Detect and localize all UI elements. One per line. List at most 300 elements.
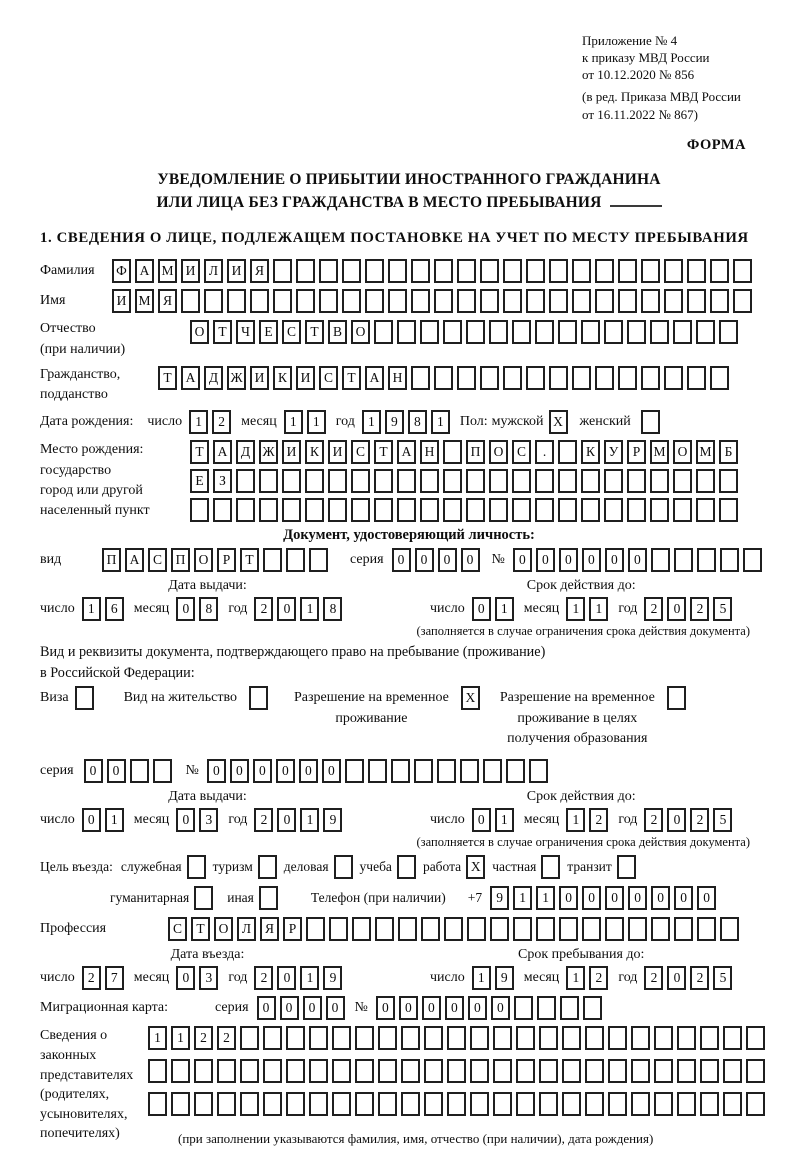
form-cell[interactable] [673,320,692,344]
form-cell[interactable] [535,469,554,493]
form-cell[interactable]: Т [374,440,393,464]
form-cell[interactable] [190,498,209,522]
form-cell[interactable] [493,1026,512,1050]
form-cell[interactable] [723,1026,742,1050]
form-cell[interactable]: 0 [322,759,341,783]
form-cell[interactable] [677,1026,696,1050]
form-cell[interactable]: 9 [490,886,509,910]
form-cell[interactable]: К [581,440,600,464]
form-cell[interactable]: 0 [415,548,434,572]
form-cell[interactable]: 0 [84,759,103,783]
form-cell[interactable] [687,289,706,313]
form-cell[interactable] [342,289,361,313]
form-cell[interactable] [513,917,532,941]
form-cell[interactable] [319,289,338,313]
form-cell[interactable] [720,548,739,572]
form-cell[interactable]: 1 [566,597,585,621]
form-cell[interactable] [631,1092,650,1116]
form-cell[interactable] [75,686,94,710]
form-cell[interactable]: 0 [559,548,578,572]
form-cell[interactable]: 2 [254,597,273,621]
form-cell[interactable]: 1 [589,597,608,621]
form-cell[interactable]: 2 [690,808,709,832]
form-cell[interactable]: А [213,440,232,464]
form-cell[interactable] [286,548,305,572]
form-cell[interactable] [560,996,579,1020]
form-cell[interactable] [411,289,430,313]
form-cell[interactable] [696,320,715,344]
form-cell[interactable] [526,366,545,390]
form-cell[interactable]: Я [158,289,177,313]
form-cell[interactable] [401,1092,420,1116]
form-cell[interactable]: 0 [605,548,624,572]
form-cell[interactable]: Р [283,917,302,941]
form-cell[interactable]: К [305,440,324,464]
form-cell[interactable]: 0 [628,886,647,910]
form-cell[interactable] [368,759,387,783]
form-cell[interactable] [130,759,149,783]
form-cell[interactable] [374,320,393,344]
form-cell[interactable] [259,469,278,493]
form-cell[interactable] [558,440,577,464]
form-cell[interactable] [466,469,485,493]
form-cell[interactable] [608,1092,627,1116]
form-cell[interactable] [549,366,568,390]
form-cell[interactable] [733,259,752,283]
form-cell[interactable]: С [148,548,167,572]
form-cell[interactable] [355,1092,374,1116]
form-cell[interactable]: 1 [566,808,585,832]
form-cell[interactable]: 0 [667,966,686,990]
form-cell[interactable] [710,366,729,390]
form-cell[interactable] [697,917,716,941]
form-cell[interactable]: 2 [589,808,608,832]
form-cell[interactable] [535,320,554,344]
form-cell[interactable]: 1 [300,966,319,990]
form-cell[interactable] [194,886,213,910]
form-cell[interactable]: 1 [513,886,532,910]
form-cell[interactable]: 0 [176,808,195,832]
form-cell[interactable]: 2 [644,808,663,832]
form-cell[interactable] [424,1026,443,1050]
form-cell[interactable] [305,469,324,493]
form-cell[interactable]: 0 [674,886,693,910]
form-cell[interactable]: 3 [199,966,218,990]
form-cell[interactable]: 0 [422,996,441,1020]
form-cell[interactable]: 0 [280,996,299,1020]
form-cell[interactable] [539,1092,558,1116]
form-cell[interactable]: 0 [445,996,464,1020]
form-cell[interactable]: Б [719,440,738,464]
form-cell[interactable] [503,289,522,313]
form-cell[interactable] [282,469,301,493]
form-cell[interactable] [374,469,393,493]
form-cell[interactable] [259,498,278,522]
form-cell[interactable]: 0 [392,548,411,572]
form-cell[interactable] [512,469,531,493]
form-cell[interactable] [263,548,282,572]
form-cell[interactable] [674,917,693,941]
form-cell[interactable] [365,289,384,313]
form-cell[interactable] [443,498,462,522]
form-cell[interactable] [719,498,738,522]
form-cell[interactable]: З [213,469,232,493]
form-cell[interactable]: 1 [300,808,319,832]
form-cell[interactable] [434,289,453,313]
form-cell[interactable] [674,548,693,572]
form-cell[interactable] [631,1026,650,1050]
form-cell[interactable] [470,1059,489,1083]
form-cell[interactable]: Ч [236,320,255,344]
form-cell[interactable]: М [135,289,154,313]
form-cell[interactable]: И [282,440,301,464]
form-cell[interactable] [319,259,338,283]
form-cell[interactable] [746,1026,765,1050]
form-cell[interactable] [414,759,433,783]
form-cell[interactable] [710,289,729,313]
form-cell[interactable] [516,1059,535,1083]
form-cell[interactable] [309,1026,328,1050]
form-cell[interactable]: И [112,289,131,313]
form-cell[interactable]: У [604,440,623,464]
form-cell[interactable] [687,366,706,390]
form-cell[interactable] [153,759,172,783]
form-cell[interactable] [378,1059,397,1083]
form-cell[interactable] [332,1026,351,1050]
form-cell[interactable]: 0 [536,548,555,572]
form-cell[interactable]: 1 [495,597,514,621]
form-cell[interactable] [401,1059,420,1083]
form-cell[interactable] [535,498,554,522]
form-cell[interactable]: 7 [105,966,124,990]
form-cell[interactable] [595,259,614,283]
form-cell[interactable] [490,917,509,941]
form-cell[interactable] [503,259,522,283]
form-cell[interactable] [664,289,683,313]
form-cell[interactable]: Н [420,440,439,464]
form-cell[interactable]: 1 [495,808,514,832]
form-cell[interactable] [700,1092,719,1116]
form-cell[interactable] [187,855,206,879]
form-cell[interactable] [240,1092,259,1116]
form-cell[interactable] [572,289,591,313]
form-cell[interactable] [723,1092,742,1116]
form-cell[interactable]: Ж [227,366,246,390]
form-cell[interactable]: 2 [644,597,663,621]
form-cell[interactable]: 1 [362,410,381,434]
form-cell[interactable]: О [673,440,692,464]
form-cell[interactable] [378,1026,397,1050]
form-cell[interactable]: 1 [148,1026,167,1050]
form-cell[interactable] [480,289,499,313]
form-cell[interactable]: 0 [651,886,670,910]
form-cell[interactable] [667,686,686,710]
form-cell[interactable]: И [227,259,246,283]
form-cell[interactable] [585,1026,604,1050]
form-cell[interactable] [457,366,476,390]
form-cell[interactable] [581,469,600,493]
form-cell[interactable] [259,886,278,910]
form-cell[interactable] [309,548,328,572]
form-cell[interactable]: 0 [299,759,318,783]
form-cell[interactable]: 0 [491,996,510,1020]
form-cell[interactable]: 2 [212,410,231,434]
form-cell[interactable]: 1 [171,1026,190,1050]
form-cell[interactable]: 2 [217,1026,236,1050]
form-cell[interactable]: X [466,855,485,879]
form-cell[interactable] [628,917,647,941]
form-cell[interactable] [148,1092,167,1116]
form-cell[interactable] [627,320,646,344]
form-cell[interactable]: М [158,259,177,283]
form-cell[interactable] [171,1092,190,1116]
form-cell[interactable]: 0 [376,996,395,1020]
form-cell[interactable] [489,469,508,493]
form-cell[interactable]: 0 [667,597,686,621]
form-cell[interactable]: 1 [82,597,101,621]
form-cell[interactable] [549,289,568,313]
form-cell[interactable] [581,320,600,344]
form-cell[interactable] [388,259,407,283]
form-cell[interactable] [286,1059,305,1083]
form-cell[interactable] [273,259,292,283]
form-cell[interactable] [397,469,416,493]
form-cell[interactable]: Е [259,320,278,344]
form-cell[interactable] [529,759,548,783]
form-cell[interactable]: 8 [408,410,427,434]
form-cell[interactable] [733,289,752,313]
form-cell[interactable] [654,1059,673,1083]
form-cell[interactable] [258,855,277,879]
form-cell[interactable] [572,259,591,283]
form-cell[interactable]: Д [236,440,255,464]
form-cell[interactable]: 2 [690,966,709,990]
form-cell[interactable] [434,259,453,283]
form-cell[interactable]: 0 [276,759,295,783]
form-cell[interactable] [514,996,533,1020]
form-cell[interactable]: И [250,366,269,390]
form-cell[interactable] [719,320,738,344]
form-cell[interactable]: 0 [399,996,418,1020]
form-cell[interactable]: 0 [257,996,276,1020]
form-cell[interactable]: 2 [254,808,273,832]
form-cell[interactable]: 0 [582,548,601,572]
form-cell[interactable]: 0 [207,759,226,783]
form-cell[interactable] [651,917,670,941]
form-cell[interactable] [305,498,324,522]
form-cell[interactable] [641,259,660,283]
form-cell[interactable]: 8 [323,597,342,621]
form-cell[interactable] [700,1026,719,1050]
form-cell[interactable]: Л [237,917,256,941]
form-cell[interactable] [375,917,394,941]
form-cell[interactable]: И [328,440,347,464]
form-cell[interactable] [651,548,670,572]
form-cell[interactable] [604,320,623,344]
form-cell[interactable]: 2 [82,966,101,990]
form-cell[interactable] [397,855,416,879]
form-cell[interactable] [444,917,463,941]
form-cell[interactable]: Н [388,366,407,390]
form-cell[interactable] [447,1026,466,1050]
form-cell[interactable]: О [190,320,209,344]
form-cell[interactable]: 0 [513,548,532,572]
form-cell[interactable]: 0 [628,548,647,572]
form-cell[interactable]: 1 [536,886,555,910]
form-cell[interactable]: 2 [644,966,663,990]
form-cell[interactable] [240,1026,259,1050]
form-cell[interactable]: 5 [713,597,732,621]
form-cell[interactable] [467,917,486,941]
form-cell[interactable]: Т [305,320,324,344]
form-cell[interactable] [631,1059,650,1083]
form-cell[interactable]: А [397,440,416,464]
form-cell[interactable] [605,917,624,941]
form-cell[interactable]: 1 [284,410,303,434]
form-cell[interactable]: А [125,548,144,572]
form-cell[interactable]: 0 [605,886,624,910]
form-cell[interactable]: 9 [495,966,514,990]
form-cell[interactable] [687,259,706,283]
form-cell[interactable]: 0 [697,886,716,910]
form-cell[interactable] [595,366,614,390]
form-cell[interactable]: Я [260,917,279,941]
form-cell[interactable] [558,320,577,344]
form-cell[interactable]: Т [213,320,232,344]
form-cell[interactable] [696,469,715,493]
form-cell[interactable]: 0 [303,996,322,1020]
form-cell[interactable]: 0 [176,966,195,990]
form-cell[interactable] [443,440,462,464]
form-cell[interactable] [401,1026,420,1050]
form-cell[interactable] [306,917,325,941]
form-cell[interactable]: 0 [176,597,195,621]
form-cell[interactable]: И [296,366,315,390]
form-cell[interactable] [420,469,439,493]
form-cell[interactable] [627,469,646,493]
form-cell[interactable] [420,498,439,522]
form-cell[interactable]: 0 [461,548,480,572]
form-cell[interactable] [236,498,255,522]
form-cell[interactable]: 0 [253,759,272,783]
form-cell[interactable]: С [351,440,370,464]
form-cell[interactable]: 2 [254,966,273,990]
form-cell[interactable] [148,1059,167,1083]
form-cell[interactable] [263,1026,282,1050]
form-cell[interactable] [585,1092,604,1116]
form-cell[interactable]: А [181,366,200,390]
form-cell[interactable]: 0 [667,808,686,832]
form-cell[interactable] [489,320,508,344]
form-cell[interactable]: . [535,440,554,464]
form-cell[interactable]: И [181,259,200,283]
form-cell[interactable] [374,498,393,522]
form-cell[interactable]: Р [627,440,646,464]
form-cell[interactable] [398,917,417,941]
form-cell[interactable]: М [696,440,715,464]
form-cell[interactable] [466,320,485,344]
form-cell[interactable]: П [102,548,121,572]
form-cell[interactable]: 0 [107,759,126,783]
form-cell[interactable] [677,1059,696,1083]
form-cell[interactable]: 1 [566,966,585,990]
form-cell[interactable] [489,498,508,522]
form-cell[interactable] [536,917,555,941]
form-cell[interactable]: 9 [385,410,404,434]
form-cell[interactable] [434,366,453,390]
form-cell[interactable] [541,855,560,879]
form-cell[interactable] [673,469,692,493]
form-cell[interactable]: С [319,366,338,390]
form-cell[interactable]: 1 [431,410,450,434]
form-cell[interactable] [286,1026,305,1050]
form-cell[interactable] [457,259,476,283]
form-cell[interactable] [743,548,762,572]
form-cell[interactable] [641,366,660,390]
form-cell[interactable] [650,320,669,344]
form-cell[interactable] [240,1059,259,1083]
form-cell[interactable] [411,259,430,283]
form-cell[interactable] [493,1059,512,1083]
form-cell[interactable] [512,498,531,522]
form-cell[interactable] [282,498,301,522]
form-cell[interactable] [650,469,669,493]
form-cell[interactable]: А [135,259,154,283]
form-cell[interactable] [516,1092,535,1116]
form-cell[interactable] [673,498,692,522]
form-cell[interactable] [641,289,660,313]
form-cell[interactable] [443,320,462,344]
form-cell[interactable] [483,759,502,783]
form-cell[interactable] [236,469,255,493]
form-cell[interactable] [447,1092,466,1116]
form-cell[interactable] [618,259,637,283]
form-cell[interactable]: 1 [307,410,326,434]
form-cell[interactable] [397,498,416,522]
form-cell[interactable] [585,1059,604,1083]
form-cell[interactable] [516,1026,535,1050]
form-cell[interactable]: 0 [230,759,249,783]
form-cell[interactable] [723,1059,742,1083]
form-cell[interactable] [328,498,347,522]
form-cell[interactable]: К [273,366,292,390]
form-cell[interactable] [397,320,416,344]
form-cell[interactable] [710,259,729,283]
form-cell[interactable]: П [171,548,190,572]
form-cell[interactable] [719,469,738,493]
form-cell[interactable] [746,1059,765,1083]
form-cell[interactable] [296,289,315,313]
form-cell[interactable]: О [214,917,233,941]
form-cell[interactable] [329,917,348,941]
form-cell[interactable] [493,1092,512,1116]
form-cell[interactable]: 5 [713,808,732,832]
form-cell[interactable] [355,1059,374,1083]
form-cell[interactable] [424,1059,443,1083]
form-cell[interactable]: 9 [323,966,342,990]
form-cell[interactable] [583,996,602,1020]
form-cell[interactable]: 0 [82,808,101,832]
form-cell[interactable] [263,1059,282,1083]
form-cell[interactable] [378,1092,397,1116]
form-cell[interactable] [539,1059,558,1083]
form-cell[interactable] [171,1059,190,1083]
form-cell[interactable] [480,366,499,390]
form-cell[interactable]: 8 [199,597,218,621]
form-cell[interactable] [664,366,683,390]
form-cell[interactable] [460,759,479,783]
form-cell[interactable]: А [365,366,384,390]
